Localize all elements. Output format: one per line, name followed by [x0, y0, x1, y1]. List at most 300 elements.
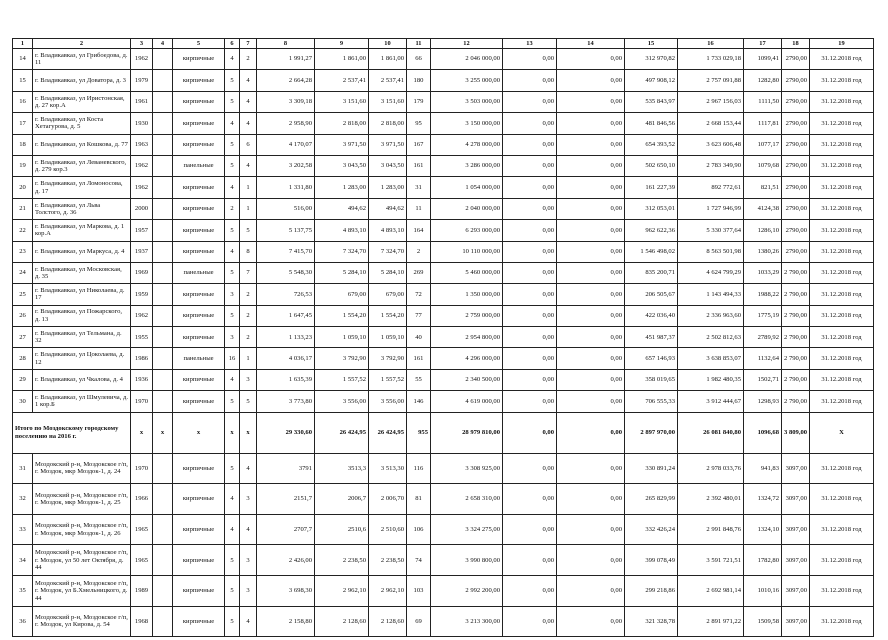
- table-cell: 0,00: [557, 134, 625, 155]
- table-cell: 1970: [131, 453, 153, 484]
- table-cell: 2 128,60: [369, 606, 407, 637]
- table-cell: 3 623 606,48: [678, 134, 744, 155]
- column-number-11: 11: [407, 39, 431, 49]
- table-cell: 4: [225, 49, 240, 70]
- table-cell: 4124,38: [744, 198, 782, 219]
- table-cell: кирпичные: [173, 606, 225, 637]
- table-cell: 1988,22: [744, 284, 782, 305]
- table-cell: 1970: [131, 391, 153, 412]
- table-row: [13, 49, 874, 70]
- address-cell: Моздокский р-н, Моздокское г/п, г. Моздок, ул Б.Хмельницкого, д. 44: [33, 576, 131, 607]
- table-cell: 31.12.2018 год: [810, 91, 874, 112]
- column-number-13: 13: [503, 39, 557, 49]
- table-cell: 2 040 000,00: [431, 198, 503, 219]
- table-cell: 2 510,60: [369, 514, 407, 545]
- table-cell: 206 505,67: [625, 284, 678, 305]
- table-row: [13, 262, 874, 283]
- table-cell: 2 502 812,63: [678, 327, 744, 348]
- table-cell: 31.12.2018 год: [810, 305, 874, 326]
- table-cell: кирпичные: [173, 241, 225, 262]
- column-number-1: 1: [13, 39, 33, 49]
- table-row: [13, 369, 874, 390]
- table-cell: 55: [407, 369, 431, 390]
- table-cell: 77: [407, 305, 431, 326]
- table-cell: 5: [225, 453, 240, 484]
- table-cell: 5: [225, 391, 240, 412]
- address-cell: г. Владикавказ, ул Московская, д. 35: [33, 262, 131, 283]
- table-cell: 0,00: [503, 177, 557, 198]
- column-number-8: 8: [257, 39, 315, 49]
- table-row: [13, 241, 874, 262]
- table-cell: 0,00: [557, 241, 625, 262]
- table-cell: кирпичные: [173, 305, 225, 326]
- table-cell: 2: [407, 241, 431, 262]
- table-cell: 5: [225, 70, 240, 91]
- table-cell: 2 046 000,00: [431, 49, 503, 70]
- table-cell: 31.12.2018 год: [810, 113, 874, 134]
- table-cell: 1955: [131, 327, 153, 348]
- table-cell: 31: [13, 453, 33, 484]
- table-cell: 11: [407, 198, 431, 219]
- table-cell: 1 133,23: [257, 327, 315, 348]
- table-cell: 116: [407, 453, 431, 484]
- table-cell: 5: [240, 220, 257, 241]
- table-cell: кирпичные: [173, 134, 225, 155]
- table-cell: 26: [13, 305, 33, 326]
- total-cell: x: [240, 412, 257, 453]
- table-cell: 31: [407, 177, 431, 198]
- table-cell: 5: [225, 262, 240, 283]
- table-cell: 3: [240, 576, 257, 607]
- table-cell: 2 238,50: [369, 545, 407, 576]
- table-cell: [153, 91, 173, 112]
- table-row: [13, 305, 874, 326]
- table-cell: 3: [240, 369, 257, 390]
- table-cell: 0,00: [557, 91, 625, 112]
- table-cell: 4: [225, 177, 240, 198]
- table-cell: [153, 155, 173, 176]
- table-cell: 10 110 000,00: [431, 241, 503, 262]
- table-cell: [153, 606, 173, 637]
- table-cell: 0,00: [557, 155, 625, 176]
- table-row: [13, 391, 874, 412]
- table-row: [13, 198, 874, 219]
- table-cell: 1 982 480,35: [678, 369, 744, 390]
- table-cell: 1959: [131, 284, 153, 305]
- table-cell: 2790,00: [782, 220, 810, 241]
- table-cell: 0,00: [503, 49, 557, 70]
- table-row: [13, 155, 874, 176]
- table-cell: 179: [407, 91, 431, 112]
- table-cell: 1077,17: [744, 134, 782, 155]
- table-cell: 5 137,75: [257, 220, 315, 241]
- table-cell: 0,00: [503, 576, 557, 607]
- table-cell: 4 619 000,00: [431, 391, 503, 412]
- table-cell: 1 283,00: [315, 177, 369, 198]
- table-cell: 16: [225, 348, 240, 369]
- column-number-19: 19: [810, 39, 874, 49]
- table-cell: 1936: [131, 369, 153, 390]
- table-cell: 31.12.2018 год: [810, 70, 874, 91]
- table-cell: 146: [407, 391, 431, 412]
- table-cell: 31.12.2018 год: [810, 327, 874, 348]
- table-cell: 2789,92: [744, 327, 782, 348]
- table-cell: 69: [407, 606, 431, 637]
- total-cell: 28 979 810,00: [431, 412, 503, 453]
- table-cell: 0,00: [557, 606, 625, 637]
- table-cell: 1033,29: [744, 262, 782, 283]
- table-cell: 2 537,41: [315, 70, 369, 91]
- table-cell: 8: [240, 241, 257, 262]
- table-cell: 3 556,00: [369, 391, 407, 412]
- total-cell: 26 424,95: [315, 412, 369, 453]
- table-cell: [153, 545, 173, 576]
- table-cell: 1 635,39: [257, 369, 315, 390]
- table-cell: 1782,80: [744, 545, 782, 576]
- column-number-12: 12: [431, 39, 503, 49]
- table-cell: 23: [13, 241, 33, 262]
- table-cell: 1324,10: [744, 514, 782, 545]
- table-cell: 36: [13, 606, 33, 637]
- table-cell: 3 698,30: [257, 576, 315, 607]
- column-number-9: 9: [315, 39, 369, 49]
- table-cell: 1324,72: [744, 484, 782, 515]
- table-cell: 5 284,10: [315, 262, 369, 283]
- table-cell: 2 790,00: [782, 262, 810, 283]
- table-cell: 161 227,39: [625, 177, 678, 198]
- table-cell: 0,00: [503, 220, 557, 241]
- table-cell: панельные: [173, 262, 225, 283]
- table-cell: 3791: [257, 453, 315, 484]
- table-cell: 0,00: [557, 262, 625, 283]
- table-cell: 3 971,50: [315, 134, 369, 155]
- table-cell: 32: [13, 484, 33, 515]
- table-cell: 3 309,18: [257, 91, 315, 112]
- table-cell: 31.12.2018 год: [810, 155, 874, 176]
- table-cell: 3097,00: [782, 453, 810, 484]
- table-row: [13, 484, 874, 515]
- table-cell: 2790,00: [782, 198, 810, 219]
- table-row: [13, 327, 874, 348]
- column-number-17: 17: [744, 39, 782, 49]
- table-cell: 2790,00: [782, 177, 810, 198]
- table-cell: 0,00: [503, 327, 557, 348]
- table-cell: 74: [407, 545, 431, 576]
- table-cell: 358 019,65: [625, 369, 678, 390]
- total-cell: 1096,68: [744, 412, 782, 453]
- table-cell: 2 790,00: [782, 284, 810, 305]
- table-row: [13, 284, 874, 305]
- table-cell: 14: [13, 49, 33, 70]
- table-cell: 33: [13, 514, 33, 545]
- table-cell: 321 328,78: [625, 606, 678, 637]
- table-cell: 4: [225, 514, 240, 545]
- total-cell: x: [153, 412, 173, 453]
- table-cell: 1966: [131, 484, 153, 515]
- total-cell: 26 424,95: [369, 412, 407, 453]
- table-cell: 2 962,10: [369, 576, 407, 607]
- table-cell: кирпичные: [173, 198, 225, 219]
- table-cell: 1 546 498,02: [625, 241, 678, 262]
- table-cell: 3513,3: [315, 453, 369, 484]
- total-cell: x: [131, 412, 153, 453]
- table-cell: кирпичные: [173, 391, 225, 412]
- table-cell: 15: [13, 70, 33, 91]
- table-cell: 0,00: [557, 70, 625, 91]
- table-cell: 3: [240, 484, 257, 515]
- table-cell: 31.12.2018 год: [810, 134, 874, 155]
- table-cell: 2 340 500,00: [431, 369, 503, 390]
- table-row: [13, 453, 874, 484]
- table-cell: 3 286 000,00: [431, 155, 503, 176]
- table-cell: 7: [240, 262, 257, 283]
- table-cell: 0,00: [557, 198, 625, 219]
- table-cell: кирпичные: [173, 284, 225, 305]
- table-cell: 2 967 156,03: [678, 91, 744, 112]
- table-row: [13, 545, 874, 576]
- table-cell: 2: [240, 305, 257, 326]
- table-cell: 0,00: [557, 49, 625, 70]
- table-cell: 1 647,45: [257, 305, 315, 326]
- table-cell: 2 790,00: [782, 391, 810, 412]
- table-cell: [153, 284, 173, 305]
- table-cell: 4: [225, 484, 240, 515]
- table-cell: 1 557,52: [369, 369, 407, 390]
- table-cell: [153, 241, 173, 262]
- table-cell: 422 036,40: [625, 305, 678, 326]
- table-cell: 2 992 200,00: [431, 576, 503, 607]
- table-cell: 3 556,00: [315, 391, 369, 412]
- table-cell: 8 563 501,98: [678, 241, 744, 262]
- table-cell: 2 392 480,01: [678, 484, 744, 515]
- table-cell: 1 059,10: [369, 327, 407, 348]
- table-cell: 5 460 000,00: [431, 262, 503, 283]
- table-cell: 106: [407, 514, 431, 545]
- table-cell: 2 692 981,14: [678, 576, 744, 607]
- table-cell: 1 054 000,00: [431, 177, 503, 198]
- table-cell: 25: [13, 284, 33, 305]
- address-cell: г. Владикавказ, ул Грибоедова, д. 11: [33, 49, 131, 70]
- table-cell: 1079,68: [744, 155, 782, 176]
- table-cell: 1099,41: [744, 49, 782, 70]
- table-cell: 4: [240, 606, 257, 637]
- address-cell: г. Владикавказ, ул Леваневского, д. 279 кор.3: [33, 155, 131, 176]
- table-cell: 1 059,10: [315, 327, 369, 348]
- table-cell: [153, 49, 173, 70]
- table-cell: 0,00: [503, 70, 557, 91]
- table-cell: 941,83: [744, 453, 782, 484]
- table-cell: 31.12.2018 год: [810, 220, 874, 241]
- total-cell: 955: [407, 412, 431, 453]
- table-cell: 20: [13, 177, 33, 198]
- table-cell: 1965: [131, 514, 153, 545]
- table-cell: 31.12.2018 год: [810, 514, 874, 545]
- table-cell: 1 554,20: [315, 305, 369, 326]
- table-cell: 451 987,37: [625, 327, 678, 348]
- table-cell: 4 036,17: [257, 348, 315, 369]
- table-cell: 0,00: [503, 113, 557, 134]
- table-cell: 2151,7: [257, 484, 315, 515]
- table-cell: 164: [407, 220, 431, 241]
- table-cell: 3 792,90: [315, 348, 369, 369]
- table-row: [13, 113, 874, 134]
- table-cell: 0,00: [503, 262, 557, 283]
- table-cell: 2: [225, 198, 240, 219]
- table-cell: 28: [13, 348, 33, 369]
- table-cell: 2707,7: [257, 514, 315, 545]
- address-cell: Моздокский р-н, Моздокское г/п, г. Моздок, мкр Моздок-1, д. 24: [33, 453, 131, 484]
- table-cell: 2790,00: [782, 155, 810, 176]
- table-cell: [153, 113, 173, 134]
- total-cell: x: [225, 412, 240, 453]
- table-cell: 31.12.2018 год: [810, 241, 874, 262]
- table-cell: 2 668 153,44: [678, 113, 744, 134]
- table-cell: 4: [240, 91, 257, 112]
- table-cell: 1132,64: [744, 348, 782, 369]
- table-cell: 516,00: [257, 198, 315, 219]
- table-cell: 1962: [131, 49, 153, 70]
- table-cell: 3 503 000,00: [431, 91, 503, 112]
- table-cell: 2 658 310,00: [431, 484, 503, 515]
- table-cell: 1: [240, 177, 257, 198]
- table-cell: 3 324 275,00: [431, 514, 503, 545]
- column-number-10: 10: [369, 39, 407, 49]
- table-cell: 2006,7: [315, 484, 369, 515]
- table-cell: 835 200,71: [625, 262, 678, 283]
- table-cell: кирпичные: [173, 220, 225, 241]
- column-number-2: 2: [33, 39, 131, 49]
- table-cell: 22: [13, 220, 33, 241]
- table-cell: [153, 514, 173, 545]
- table-cell: 3097,00: [782, 576, 810, 607]
- table-cell: 497 908,12: [625, 70, 678, 91]
- table-cell: 1 554,20: [369, 305, 407, 326]
- table-cell: 1282,80: [744, 70, 782, 91]
- table-cell: 3097,00: [782, 514, 810, 545]
- table-cell: 1509,58: [744, 606, 782, 637]
- housing-repair-table: [12, 38, 874, 637]
- table-cell: 3: [225, 284, 240, 305]
- column-number-5: 5: [173, 39, 225, 49]
- table-cell: 1937: [131, 241, 153, 262]
- table-cell: 399 078,49: [625, 545, 678, 576]
- table-cell: 95: [407, 113, 431, 134]
- total-cell: 0,00: [557, 412, 625, 453]
- table-cell: 679,00: [369, 284, 407, 305]
- table-cell: 0,00: [557, 220, 625, 241]
- table-cell: 481 846,56: [625, 113, 678, 134]
- address-cell: Моздокский р-н, Моздокское г/п, г. Моздок, мкр Моздок-1, д. 26: [33, 514, 131, 545]
- total-cell: 3 809,00: [782, 412, 810, 453]
- table-cell: 2 336 963,60: [678, 305, 744, 326]
- address-cell: г. Владикавказ, ул Иристонская, д. 27 кор.А: [33, 91, 131, 112]
- table-cell: 5: [225, 576, 240, 607]
- table-cell: 330 891,24: [625, 453, 678, 484]
- table-cell: 4 624 799,29: [678, 262, 744, 283]
- table-cell: 2 790,00: [782, 369, 810, 390]
- table-cell: 66: [407, 49, 431, 70]
- table-cell: 2510,6: [315, 514, 369, 545]
- table-cell: панельные: [173, 155, 225, 176]
- table-cell: 3 990 800,00: [431, 545, 503, 576]
- table-cell: 17: [13, 113, 33, 134]
- table-cell: 657 146,93: [625, 348, 678, 369]
- column-number-18: 18: [782, 39, 810, 49]
- table-cell: 3: [225, 327, 240, 348]
- table-cell: 1 283,00: [369, 177, 407, 198]
- table-cell: кирпичные: [173, 545, 225, 576]
- table-cell: 27: [13, 327, 33, 348]
- table-cell: 502 650,10: [625, 155, 678, 176]
- table-cell: 494,62: [315, 198, 369, 219]
- table-cell: 5: [225, 545, 240, 576]
- table-cell: 31.12.2018 год: [810, 198, 874, 219]
- table-cell: 31.12.2018 год: [810, 262, 874, 283]
- table-cell: 2 783 349,90: [678, 155, 744, 176]
- table-cell: 1957: [131, 220, 153, 241]
- table-cell: 2 759 000,00: [431, 305, 503, 326]
- table-cell: 1 991,27: [257, 49, 315, 70]
- table-cell: кирпичные: [173, 91, 225, 112]
- table-cell: 0,00: [557, 484, 625, 515]
- table-cell: 3 912 444,67: [678, 391, 744, 412]
- column-number-16: 16: [678, 39, 744, 49]
- table-cell: 1286,10: [744, 220, 782, 241]
- table-row: [13, 576, 874, 607]
- table-cell: 3: [240, 545, 257, 576]
- table-cell: 2 962,10: [315, 576, 369, 607]
- table-cell: 35: [13, 576, 33, 607]
- table-cell: 2790,00: [782, 91, 810, 112]
- table-cell: 0,00: [557, 453, 625, 484]
- table-cell: 5 548,30: [257, 262, 315, 283]
- table-cell: 962 622,36: [625, 220, 678, 241]
- table-cell: кирпичные: [173, 576, 225, 607]
- column-number-14: 14: [557, 39, 625, 49]
- column-number-header-row: [13, 39, 874, 49]
- table-cell: 1010,16: [744, 576, 782, 607]
- table-cell: кирпичные: [173, 70, 225, 91]
- address-cell: Моздокский р-н, Моздокское г/п, г. Моздок, мкр Моздок-1, д. 25: [33, 484, 131, 515]
- table-cell: 0,00: [557, 348, 625, 369]
- table-cell: 161: [407, 348, 431, 369]
- table-row: [13, 514, 874, 545]
- table-cell: 4 296 000,00: [431, 348, 503, 369]
- table-cell: 654 393,52: [625, 134, 678, 155]
- table-cell: 81: [407, 484, 431, 515]
- table-cell: 0,00: [503, 348, 557, 369]
- table-cell: кирпичные: [173, 327, 225, 348]
- table-cell: 0,00: [503, 284, 557, 305]
- table-cell: 1963: [131, 134, 153, 155]
- table-cell: 0,00: [503, 484, 557, 515]
- table-cell: 1111,50: [744, 91, 782, 112]
- table-cell: 0,00: [503, 91, 557, 112]
- table-cell: кирпичные: [173, 453, 225, 484]
- table-cell: 31.12.2018 год: [810, 453, 874, 484]
- address-cell: г. Владикавказ, ул Коста Хетагурова, д. 5: [33, 113, 131, 134]
- table-cell: 3 150 000,00: [431, 113, 503, 134]
- table-cell: 3 773,80: [257, 391, 315, 412]
- table-cell: 3 513,30: [369, 453, 407, 484]
- table-cell: 2790,00: [782, 49, 810, 70]
- table-cell: 4: [240, 453, 257, 484]
- column-number-15: 15: [625, 39, 678, 49]
- column-number-3: 3: [131, 39, 153, 49]
- table-cell: [153, 484, 173, 515]
- table-cell: 1962: [131, 177, 153, 198]
- table-cell: 0,00: [557, 576, 625, 607]
